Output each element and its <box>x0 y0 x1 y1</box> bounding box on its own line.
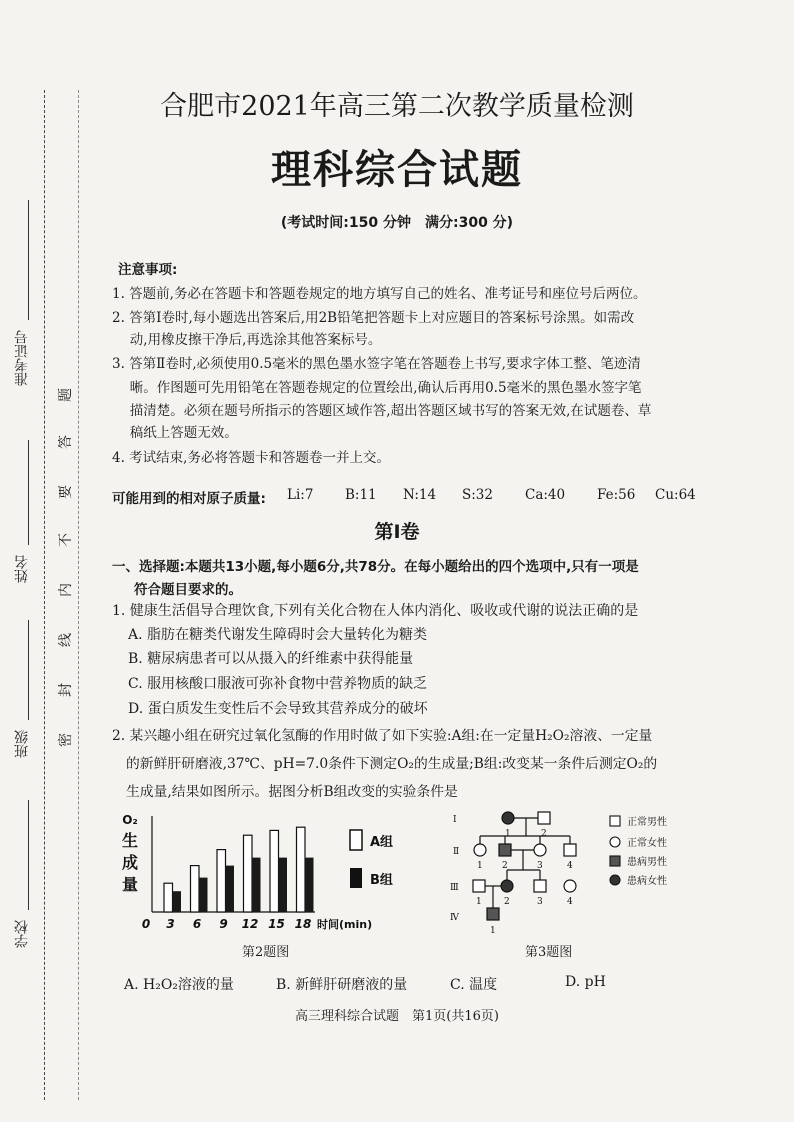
legend-affected-male: 患病男性 <box>627 857 667 868</box>
school-underline <box>28 800 29 910</box>
option-a: A. 脂肪在糖类代谢发生障碍时会大量转化为糖类 <box>128 627 428 643</box>
notes-line: 2. 答第Ⅰ卷时,每小题选出答案后,用2B铅笔把答题卡上对应题目的答案标号涂黑。如需改 <box>112 310 635 326</box>
seal-char: 题 <box>58 388 74 402</box>
bar-a-group <box>164 883 173 912</box>
seal-char: 内 <box>58 583 74 597</box>
seal-char: 封 <box>58 683 74 697</box>
legend-label-b: B组 <box>370 873 393 888</box>
exam-title: 合肥市2021年高三第二次教学质量检测 <box>160 91 634 122</box>
paper-subtitle: 理科综合试题 <box>271 147 523 193</box>
notes-line: 晰。作图题可先用铅笔在答题卷规定的位置绘出,确认后再用0.5毫米的黑色墨水签字笔 <box>112 380 642 396</box>
pedigree-num: 1 <box>490 926 496 936</box>
option-b: B. 糖尿病患者可以从摄入的纤维素中获得能量 <box>128 651 414 667</box>
option-b: B. 新鲜肝研磨液的量 <box>276 977 408 993</box>
x-tick-label: 15 <box>268 917 285 931</box>
seal-char: 要 <box>58 485 74 499</box>
bar-b-group <box>305 858 314 912</box>
atomic-mass-label: 可能用到的相对原子质量: <box>112 491 266 507</box>
notes-line: 动,用橡皮擦干净后,再选涂其他答案标号。 <box>112 332 382 348</box>
atomic-mass-item: N:14 <box>403 487 437 503</box>
pedigree-num: 2 <box>541 829 547 839</box>
seal-char: 不 <box>58 533 74 547</box>
pedigree-num: 1 <box>477 861 483 871</box>
exam-id-label: 准考证号 <box>14 330 30 386</box>
notes-line: 4. 考试结束,务必将答题卡和答题卷一并上交。 <box>112 450 390 466</box>
x-origin-label: 0 <box>141 917 151 931</box>
pedigree-num: 4 <box>567 861 573 871</box>
option-c: C. 温度 <box>450 977 498 993</box>
x-tick-label: 6 <box>192 917 202 931</box>
notes-line: 描清楚。必须在题号所指示的答题区域作答,超出答题区域书写的答案无效,在试题卷、草 <box>112 403 652 419</box>
bar-b-group <box>279 858 288 912</box>
x-axis-label: 时间(min) <box>317 918 373 931</box>
x-tick-label: 3 <box>166 917 175 931</box>
gen-label: Ⅱ <box>453 847 460 857</box>
gen-label: Ⅳ <box>450 913 459 923</box>
pedigree-num: 2 <box>502 861 508 871</box>
option-d: D. pH <box>565 974 606 990</box>
section-instruction: 一、选择题:本题共13小题,每小题6分,共78分。在每小题给出的四个选项中,只有一项是 <box>112 559 639 575</box>
bar-b-group <box>199 878 208 912</box>
bar-a-group <box>297 827 306 912</box>
atomic-mass-item: Fe:56 <box>597 487 636 503</box>
pedigree-num: 3 <box>537 897 543 907</box>
bar-a-group <box>244 835 253 912</box>
school-label: 学校 <box>14 920 30 948</box>
legend-affected-female: 患病女性 <box>627 876 667 887</box>
class-underline <box>28 620 29 720</box>
question-stem: 的新鲜肝研磨液,37℃、pH=7.0条件下测定O₂的生成量;B组:改变某一条件后测定O₂的 <box>126 756 658 772</box>
legend-label-a: A组 <box>370 835 394 850</box>
option-c: C. 服用核酸口服液可弥补食物中营养物质的缺乏 <box>128 676 428 692</box>
option-a: A. H₂O₂溶液的量 <box>124 977 234 993</box>
atomic-mass-item: B:11 <box>345 487 377 503</box>
legend-swatch-a <box>350 830 362 850</box>
legend-swatch-b <box>350 868 362 888</box>
pedigree-num: 1 <box>476 897 482 907</box>
seal-char: 线 <box>58 633 74 647</box>
pedigree-num: 3 <box>537 861 543 871</box>
bar-b-group <box>252 858 261 912</box>
x-tick-label: 12 <box>241 917 259 931</box>
name-label: 姓名 <box>14 555 30 583</box>
atomic-mass-item: S:32 <box>462 487 493 503</box>
y-axis-label: 生 <box>121 831 139 850</box>
gen-label: Ⅲ <box>450 883 459 893</box>
bar-b-group <box>226 866 235 912</box>
chart-caption: 第2题图 <box>242 945 290 960</box>
gen-label: Ⅰ <box>453 815 457 825</box>
binding-line-inner <box>78 90 79 1100</box>
exam-time-info: (考试时间:150 分钟 满分:300 分) <box>280 215 514 231</box>
bar-b-group <box>173 891 182 912</box>
pedigree-num: 4 <box>567 897 573 907</box>
notes-line: 稿纸上答题无效。 <box>112 425 238 441</box>
pedigree-num: 1 <box>505 829 511 839</box>
pedigree-diagram <box>445 808 735 943</box>
binding-line <box>44 90 45 1100</box>
seal-char: 答 <box>58 435 74 449</box>
y-axis-label: O₂ <box>122 813 138 827</box>
class-label: 班级 <box>14 730 30 758</box>
question-stem: 2. 某兴趣小组在研究过氧化氢酶的作用时做了如下实验:A组:在一定量H₂O₂溶液、一定量 <box>112 728 653 744</box>
section-instruction: 符合题目要求的。 <box>134 582 242 598</box>
atomic-mass-item: Ca:40 <box>525 487 566 503</box>
seal-char: 密 <box>58 733 74 747</box>
y-axis-label: 量 <box>121 875 139 894</box>
y-axis-label: 成 <box>121 853 139 872</box>
notes-heading: 注意事项: <box>118 262 178 278</box>
x-tick-label: 9 <box>219 917 228 931</box>
notes-line: 3. 答第Ⅱ卷时,必须使用0.5毫米的黑色墨水签字笔在答题卷上书写,要求字体工整、笔迹清 <box>112 356 641 372</box>
legend-normal-female: 正常女性 <box>627 838 667 849</box>
atomic-mass-item: Cu:64 <box>655 487 696 503</box>
pedigree-num: 2 <box>504 897 510 907</box>
section-title: 第Ⅰ卷 <box>374 521 420 543</box>
bar-a-group <box>217 850 226 912</box>
question-stem: 生成量,结果如图所示。据图分析B组改变的实验条件是 <box>126 784 458 800</box>
pedigree-caption: 第3题图 <box>525 945 573 960</box>
legend-normal-male: 正常男性 <box>627 817 667 828</box>
bar-a-group <box>191 866 200 912</box>
bar-a-group <box>270 830 279 912</box>
question-stem: 1. 健康生活倡导合理饮食,下列有关化合物在人体内消化、吸收或代谢的说法正确的是 <box>112 603 639 619</box>
notes-line: 1. 答题前,务必在答题卡和答题卷规定的地方填写自己的姓名、准考证号和座位号后两位。 <box>112 286 647 302</box>
atomic-mass-item: Li:7 <box>287 487 314 503</box>
page-footer: 高三理科综合试题 第1页(共16页) <box>295 1009 499 1024</box>
option-d: D. 蛋白质发生变性后不会导致其营养成分的破坏 <box>128 701 428 717</box>
x-tick-label: 18 <box>294 917 312 931</box>
